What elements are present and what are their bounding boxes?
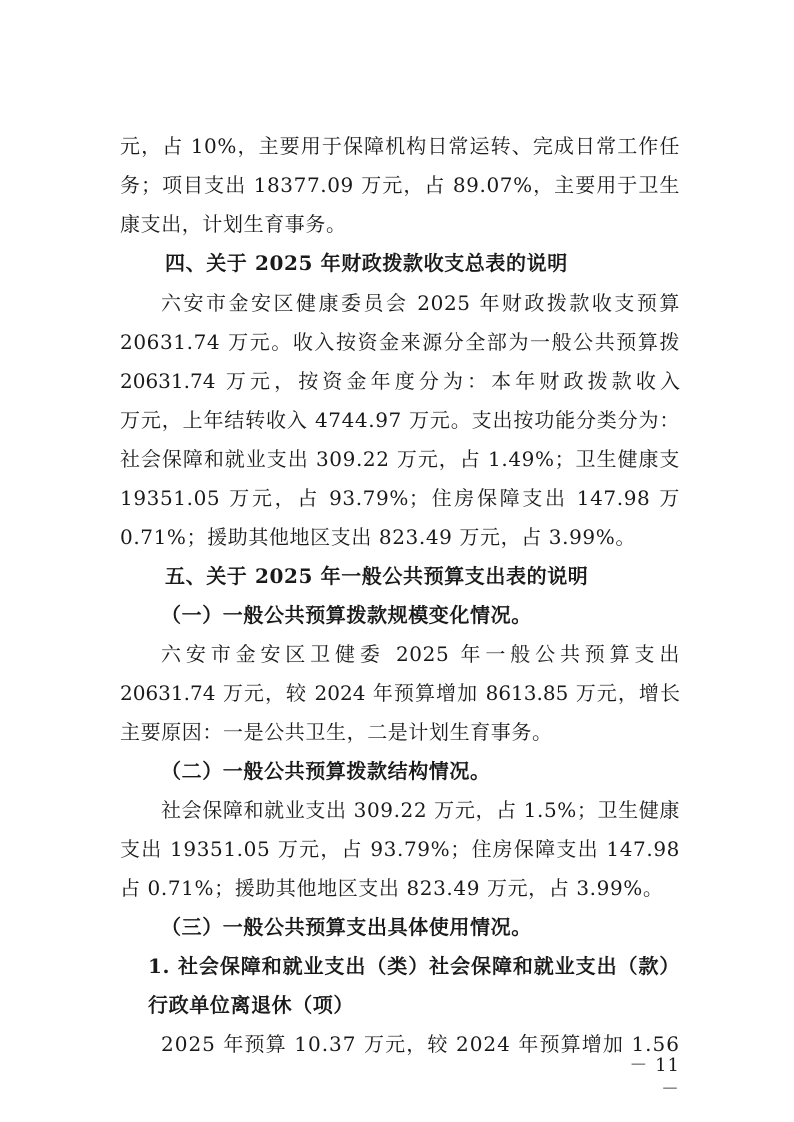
item-heading: 行政单位离退休（项） [148,993,354,1017]
paragraph-line: 六安市金安区卫健委 2025 年一般公共预算支出 [161,642,680,666]
paragraph-line: 20631.74 万元，较 2024 年预算增加 8613.85 万元，增长 [120,681,680,705]
paragraph-line: 元，占 10%，主要用于保障机构日常运转、完成日常工作任 [120,134,680,158]
paragraph-line: 20631.74 万元。收入按资金来源分全部为一般公共预算拨 [120,330,680,354]
paragraph-line: 务；项目支出 18377.09 万元，占 89.07%，主要用于卫生 [120,173,680,197]
paragraph-line: 20631.74 万元，按资金年度分为：本年财政拨款收入 [120,369,680,393]
paragraph-line: 万元，上年结转收入 4744.97 万元。支出按功能分类分为： [120,408,680,432]
paragraph-line: 0.71%；援助其他地区支出 823.49 万元，占 3.99%。 [120,525,636,549]
subsection-heading: （一）一般公共预算拨款规模变化情况。 [161,603,532,627]
item-heading: 1. 社会保障和就业支出（类）社会保障和就业支出（款） [148,954,680,978]
paragraph-line: 2025 年预算 10.37 万元，较 2024 年预算增加 1.56 [161,1032,680,1056]
page-number: － 11 － [629,1055,680,1100]
paragraph-line: 社会保障和就业支出 309.22 万元，占 1.5%；卫生健康 [161,798,680,822]
paragraph-line: 社会保障和就业支出 309.22 万元，占 1.49%；卫生健康支 [120,447,680,471]
subsection-heading: （二）一般公共预算拨款结构情况。 [161,759,491,783]
section-heading: 四、关于 2025 年财政拨款收支总表的说明 [165,251,568,275]
paragraph-line: 六安市金安区健康委员会 2025 年财政拨款收支预算 [161,291,680,315]
paragraph-line: 19351.05 万元，占 93.79%；住房保障支出 147.98 万 [120,486,680,510]
paragraph-line: 康支出，计划生育事务。 [120,212,347,236]
section-heading: 五、关于 2025 年一般公共预算支出表的说明 [165,564,589,588]
paragraph-line: 支出 19351.05 万元，占 93.79%；住房保障支出 147.98 [120,837,680,861]
subsection-heading: （三）一般公共预算支出具体使用情况。 [161,915,532,939]
paragraph-line: 占 0.71%；援助其他地区支出 823.49 万元，占 3.99%。 [120,876,664,900]
paragraph-line: 主要原因：一是公共卫生，二是计划生育事务。 [120,720,553,744]
